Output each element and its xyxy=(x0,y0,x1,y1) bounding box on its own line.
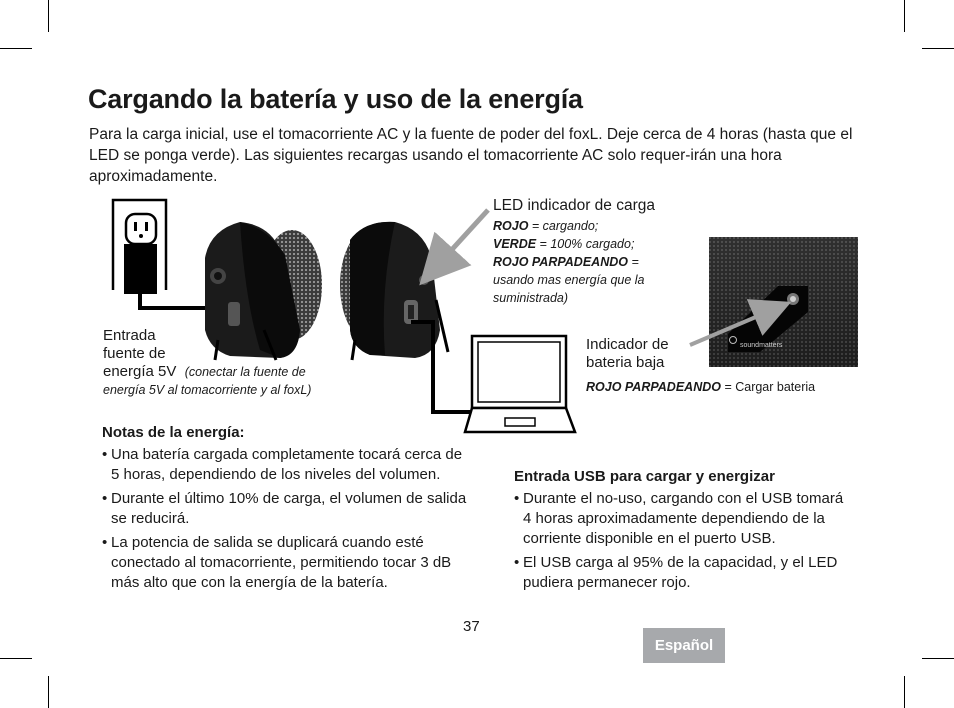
energy-notes-heading: Notas de la energía: xyxy=(102,424,245,441)
language-tab: Español xyxy=(643,628,725,663)
energy-notes-list xyxy=(102,445,472,593)
list-item: • Durante el último 10% de carga, el volumen de salida se reducirá. xyxy=(102,489,472,529)
energy-notes xyxy=(102,424,472,597)
usb-notes-list xyxy=(514,489,854,593)
page-number: 37 xyxy=(463,618,480,635)
brand-label: soundmatters xyxy=(740,342,783,349)
usb-notes xyxy=(514,468,854,597)
usb-notes-heading: Entrada USB para cargar y energizar xyxy=(514,468,775,485)
list-item: • Durante el no-uso, cargando con el USB tomará 4 horas aproximadamente dependiendo de la corriente disponible en el puerto USB. xyxy=(514,489,854,549)
low-battery-label: Indicador de bateria baja ROJO PARPADEANDO = Cargar bateria xyxy=(586,336,816,394)
led-pointer-arrow xyxy=(426,210,488,278)
led-indicator-label: LED indicador de carga ROJO = cargando; VERDE = 100% cargado; ROJO PARPADEANDO = usando mas energía que la suministrada) xyxy=(493,197,655,305)
list-item: • La potencia de salida se duplicará cuando esté conectado al tomacorriente, permitiendo tocar 3 dB más alto que con la energía de la batería. xyxy=(102,533,472,593)
laptop-icon xyxy=(465,336,575,432)
intro-paragraph: Para la carga inicial, use el tomacorriente AC y la fuente de poder del foxL. Deje cerca de 4 horas (hasta que el LED se ponga verde). Las siguientes recargas usando el tomacorriente AC solo requer-irán una hora aproximadamente. xyxy=(89,126,853,185)
list-item: • Una batería cargada completamente tocará cerca de 5 horas, dependiendo de los niveles del volumen. xyxy=(102,445,472,485)
page-title: Cargando la batería y uso de la energía xyxy=(88,84,583,114)
power-input-label: Entrada fuente de energía 5V (conectar la fuente de energía 5V al tomacorriente y al foxL) xyxy=(103,327,312,397)
list-item: • El USB carga al 95% de la capacidad, y el LED pudiera permanecer rojo. xyxy=(514,553,854,593)
